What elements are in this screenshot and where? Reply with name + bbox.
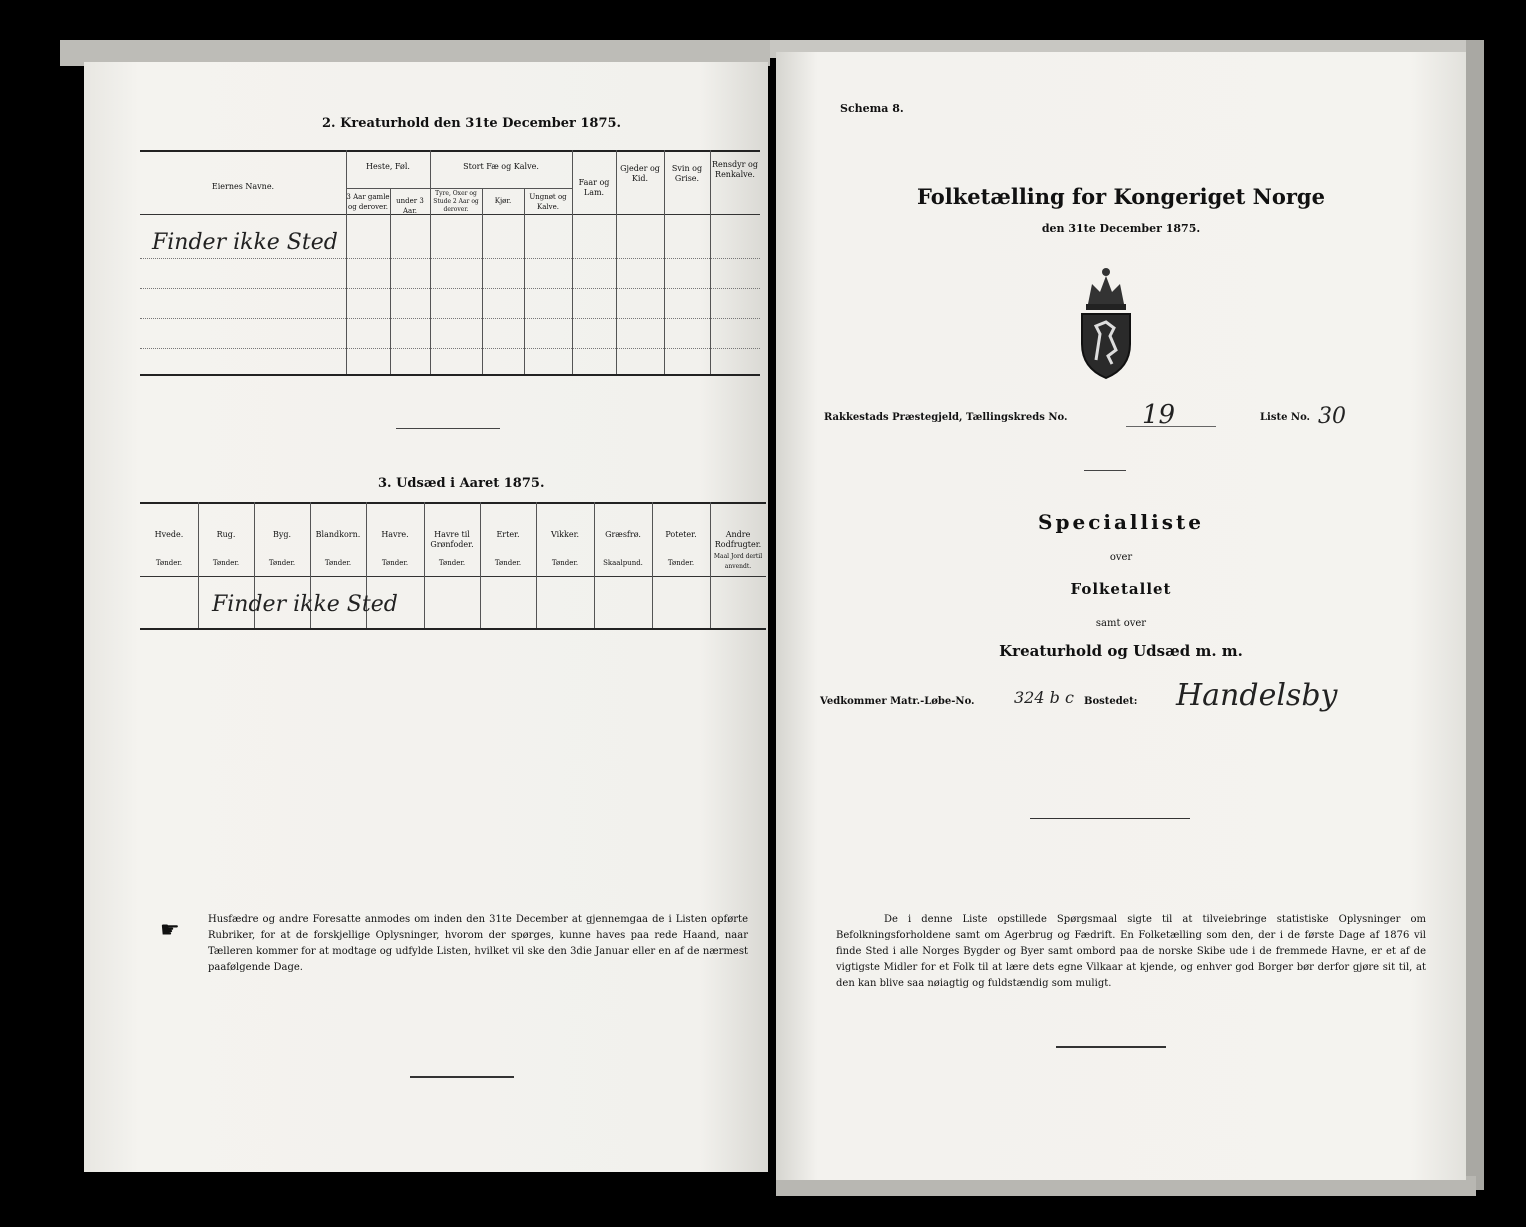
crop-column-divider [710, 502, 711, 628]
crop-header-unit: Skaalpund. [603, 559, 643, 567]
separator [396, 428, 500, 429]
table-header-rule [140, 214, 760, 215]
heste-sub1: 3 Aar gamle og derover. [346, 193, 390, 211]
rensdyr-header: Rensdyr og Renkalve. [712, 160, 758, 179]
schema-label: Schema 8. [840, 102, 904, 115]
crop-header-unit: Tønder. [551, 559, 579, 567]
stort-fae-sub3: Ungnøt og Kalve. [529, 193, 567, 211]
crop-header-unit: Tønder. [268, 559, 296, 567]
matr-label: Vedkommer Matr.-Løbe-No. [820, 696, 975, 707]
crop-header-name: Rug. [216, 530, 236, 539]
kreaturhold-label: Kreaturhold og Udsæd m. m. [999, 642, 1243, 660]
left-page [84, 62, 768, 1172]
folketallet-label: Folketallet [1070, 580, 1172, 598]
crop-header-name: Poteter. [665, 530, 697, 539]
crop-header-name: Andre Rodfrugter. [714, 530, 762, 549]
crop-header-unit: Tønder. [155, 559, 183, 567]
crop-header-unit: Tønder. [381, 559, 409, 567]
crop-column-divider [594, 502, 595, 628]
crop-header-name: Byg. [272, 530, 292, 539]
crop-header-unit: Tønder. [438, 559, 466, 567]
heste-header: Heste, Føl. [366, 162, 410, 171]
liste-label: Liste No. [1260, 412, 1311, 423]
specialliste-title: Specialliste [1038, 510, 1204, 534]
right-page [776, 52, 1466, 1180]
crop-header-unit: Tønder. [667, 559, 695, 567]
liste-number: 30 [1318, 404, 1346, 429]
over-label-1: over [1109, 552, 1133, 563]
livestock-handwritten-entry: Finder ikke Sted [152, 230, 338, 255]
stort-fae-sub1: Tyre, Oxer og Stude 2 Aar og derover. [433, 190, 479, 213]
census-main-title: Folketælling for Kongeriget Norge [917, 184, 1325, 209]
svin-header: Svin og Grise. [671, 164, 703, 183]
table-bottom-rule [140, 374, 760, 376]
crop-header-name: Vikker. [550, 530, 580, 539]
gjeder-header: Gjeder og Kid. [620, 164, 660, 183]
crop-header-name: Havre til Grønfoder. [430, 530, 474, 549]
table-top-rule [140, 150, 760, 152]
crop-table-bottom-rule [140, 628, 766, 630]
crop-column-divider [198, 502, 199, 628]
separator-right [1030, 818, 1190, 819]
crop-header-name: Havre. [381, 530, 409, 539]
crop-header-name: Blandkorn. [315, 530, 361, 539]
bostedet-label: Bostedet: [1084, 696, 1138, 707]
crop-header-unit: Tønder. [212, 559, 240, 567]
section3-title: 3. Udsæd i Aaret 1875. [378, 476, 545, 491]
crops-handwritten-entry: Finder ikke Sted [212, 592, 398, 617]
crop-header-unit: Maal Jord dertil anvendt. [713, 553, 763, 570]
crop-header-name: Græsfrø. [605, 530, 641, 539]
heste-sub2: under 3 Aar. [396, 197, 424, 215]
crop-header-name: Hvede. [154, 530, 184, 539]
instructions-notice: Husfædre og andre Foresatte anmodes om inden den 31te December at gjennemgaa de i Listen opførte Rubriker, for at de forskjellige Oplysninger, hvorom der spørges, kunne haves paa rede Haand, naar Tælleren kommer for at modtage og udfylde Listen, hvilket vil ske den 3die Januar eller en af de nærmest paafølgende Dage. [208, 914, 748, 973]
stort-fae-sub2: Kjør. [494, 197, 512, 205]
owner-names-header: Eiernes Navne. [211, 182, 275, 191]
crop-table-top-rule [140, 502, 766, 504]
pointing-hand-icon: ☛ [160, 918, 180, 943]
census-info-text: De i denne Liste opstillede Spørgsmaal sigte til at tilveiebringe statistiske Oplysninger om Befolkningsforholdene samt om Agerbrug og Fædrift. En Folketælling som den, der i de første Dage af 1876 vil finde Sted i alle Norges Bygder og Byer samt ombord paa de norske Skibe ude i de fremmede Havne, er et af de vigtigste Midler for et Folk til at lære dets egne Vilkaar at kjende, og enhver god Borger bør derfor gjøre sit til, at den kan blive saa nøiagtig og fuldstændig som muligt. [836, 914, 1426, 989]
crop-table-header-rule [140, 576, 766, 577]
crop-header-name: Erter. [496, 530, 520, 539]
bostedet-value: Handelsby [1176, 678, 1338, 713]
crop-header-unit: Tønder. [494, 559, 522, 567]
district-number: 19 [1142, 400, 1176, 430]
stort-fae-header: Stort Fæ og Kalve. [463, 162, 539, 171]
matr-number: 324 b c [1014, 688, 1074, 707]
norwegian-coat-of-arms-icon [1074, 264, 1138, 382]
census-date: den 31te December 1875. [1041, 222, 1201, 235]
faar-header: Faar og Lam. [578, 178, 610, 197]
crop-column-divider [480, 502, 481, 628]
crop-column-divider [536, 502, 537, 628]
crop-column-divider [652, 502, 653, 628]
section2-title: 2. Kreaturhold den 31te December 1875. [322, 116, 622, 131]
closing-rule-right [1056, 1046, 1166, 1048]
closing-rule [410, 1076, 514, 1078]
crop-column-divider [424, 502, 425, 628]
crop-header-unit: Tønder. [324, 559, 352, 567]
samt-over-label: samt over [1095, 618, 1147, 629]
district-label: Rakkestads Præstegjeld, Tællingskreds No. [824, 412, 1068, 423]
